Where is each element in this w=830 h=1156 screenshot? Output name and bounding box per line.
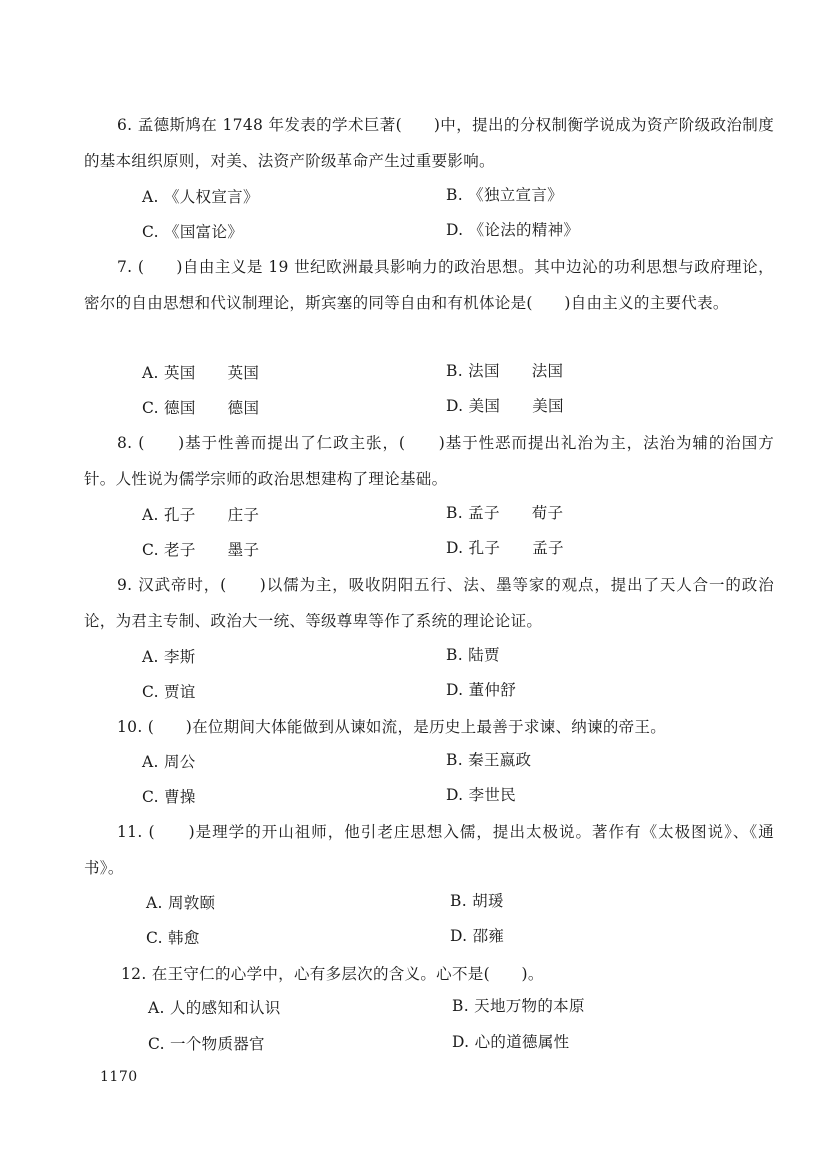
option-d-second: 美国 [532,397,564,415]
question-7-option-c [142,398,259,418]
question-8-option-a [142,505,259,525]
page-code: 1170 [100,1069,138,1085]
option-a-first: A. 英国 [142,364,196,382]
question-12-option-d: D. 心的道德属性 [452,1033,570,1051]
question-7-option-a [142,363,259,383]
question-9-option-b: B. 陆贾 [446,646,500,664]
question-7-option-d [446,396,564,416]
option-a-second: 英国 [227,364,260,382]
question-12-option-b: B. 天地万物的本原 [452,997,585,1015]
question-7-stem: 7. ( )自由主义是 19 世纪欧洲最具影响力的政治思想。其中边沁的功利思想与政府理论，密尔的自由思想和代议制理论，斯宾塞的同等自由和有机体论是( )自由主义的主要代表。 [84,258,774,312]
option-b-second: 荀子 [531,504,564,522]
option-d-second: 孟子 [532,539,564,557]
question-9-stem: 9. 汉武帝时，( )以儒为主，吸收阴阳五行、法、墨等家的观点，提出了天人合一的政治论，为君主专制、政治大一统、等级尊卑等作了系统的理论论证。 [84,576,774,630]
question-10-option-d: D. 李世民 [446,786,517,804]
option-c-first: C. 德国 [142,399,196,417]
question-9-option-d: D. 董仲舒 [446,681,517,699]
question-10-option-a: A. 周公 [142,753,196,771]
option-a-second: 庄子 [227,506,260,524]
question-11-option-c: C. 韩愈 [146,929,200,947]
option-d-first: D. 孔子 [446,539,501,557]
question-6-option-b: B. 《独立宣言》 [446,186,563,204]
option-a-first: A. 孔子 [142,506,196,524]
question-12-option-a: A. 人的感知和认识 [148,999,281,1017]
question-10-option-c: C. 曹操 [142,788,196,806]
question-8-stem: 8. ( )基于性善而提出了仁政主张，( )基于性恶而提出礼治为主，法治为辅的治国方针。人性说为儒学宗师的政治思想建构了理论基础。 [84,434,774,488]
question-10-stem: 10. ( )在位期间大体能做到从谏如流，是历史上最善于求谏、纳谏的帝王。 [117,718,667,736]
question-11-option-b: B. 胡瑗 [450,892,504,910]
question-9-option-c: C. 贾谊 [142,683,196,701]
option-c-first: C. 老子 [142,541,196,559]
question-7-option-b [446,361,563,381]
question-11-stem: 11. ( )是理学的开山祖师，他引老庄思想入儒，提出太极说。著作有《太极图说》、《通书》。 [84,823,774,877]
question-8-option-b [446,503,563,523]
option-b-first: B. 孟子 [446,504,500,522]
option-c-second: 墨子 [227,541,260,559]
question-11-option-a: A. 周敦颐 [146,894,216,912]
question-8-option-d [446,538,564,558]
option-b-second: 法国 [531,362,564,380]
option-b-first: B. 法国 [446,362,500,380]
question-12-stem: 12. 在王守仁的心学中，心有多层次的含义。心不是( )。 [121,965,544,983]
option-d-first: D. 美国 [446,397,501,415]
question-12-option-c: C. 一个物质器官 [148,1035,265,1053]
question-11-option-d: D. 邵雍 [450,927,505,945]
question-8-option-c [142,540,259,560]
question-10-option-b: B. 秦王嬴政 [446,751,532,769]
option-c-second: 德国 [227,399,260,417]
question-6-stem: 6. 孟德斯鸠在 1748 年发表的学术巨著( )中，提出的分权制衡学说成为资产阶级政治制度的基本组织原则，对美、法资产阶级革命产生过重要影响。 [84,116,774,170]
question-9-option-a: A. 李斯 [142,648,196,666]
question-6-option-c: C. 《国富论》 [142,223,244,241]
question-6-option-a: A. 《人权宣言》 [142,188,259,206]
question-6-option-d: D. 《论法的精神》 [446,221,580,239]
